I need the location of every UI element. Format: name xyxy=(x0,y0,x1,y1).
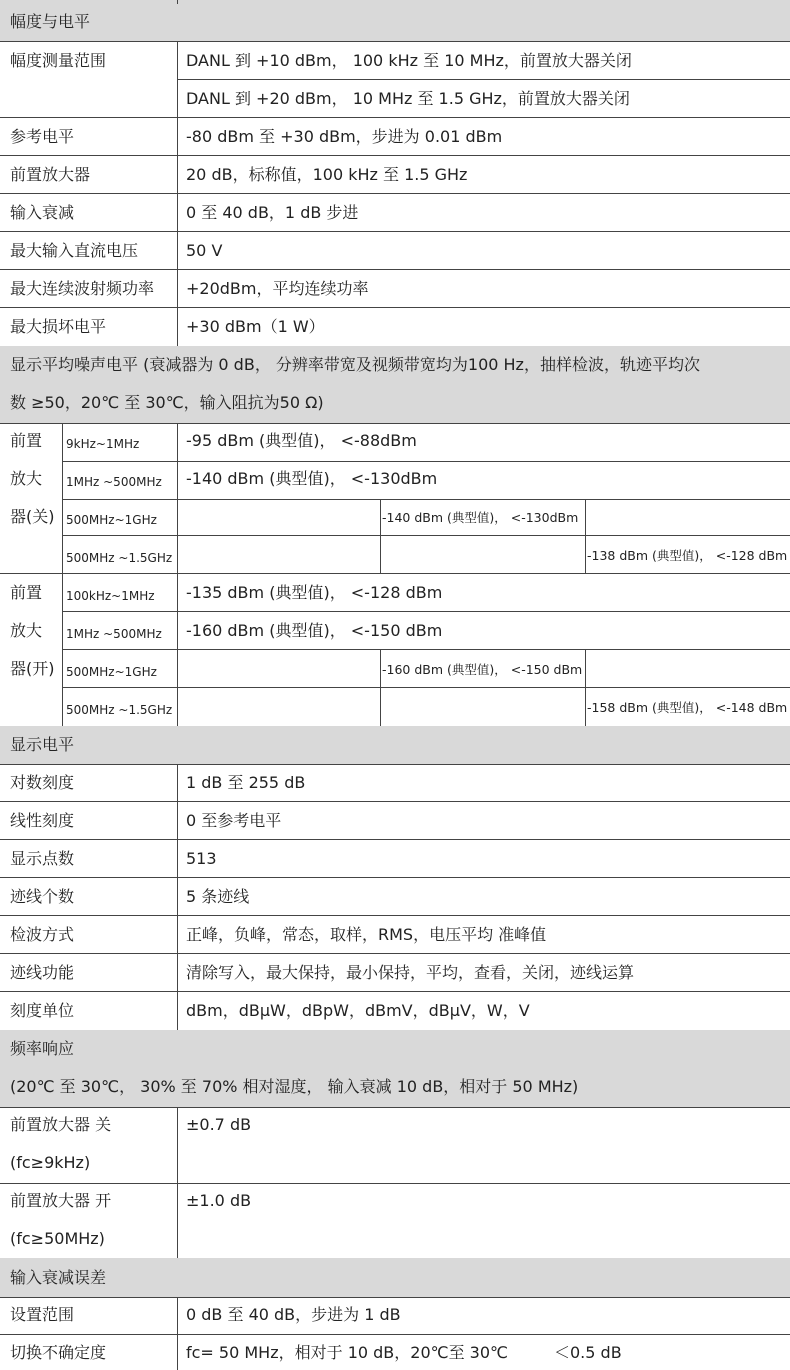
danl-value: -95 dBm (典型值)， <-88dBm xyxy=(186,431,417,450)
danl-value: -160 dBm (典型值)， <-150 dBm xyxy=(382,662,583,677)
row-value: 清除写入，最大保持，最小保持，平均，查看，关闭，迹线运算 xyxy=(186,963,635,982)
divider xyxy=(0,1334,790,1335)
row-value: fc= 50 MHz，相对于 10 dB，20℃至 30℃ xyxy=(186,1343,509,1362)
row-value-ref: -80 dBm 至 +30 dBm，步进为 0.01 dBm xyxy=(186,127,503,146)
row-value: 正峰，负峰，常态，取样，RMS，电压平均 准峰值 xyxy=(186,925,547,944)
row-value: 5 条迹线 xyxy=(186,887,250,906)
row-label: 迹线功能 xyxy=(10,963,75,982)
row-label: 显示点数 xyxy=(10,849,75,868)
row-label-damage: 最大损坏电平 xyxy=(10,317,107,336)
section-header-display xyxy=(0,726,790,765)
divider xyxy=(0,231,790,232)
divider xyxy=(0,269,790,270)
divider xyxy=(0,193,790,194)
row-value-limit: ＜0.5 dB xyxy=(554,1343,622,1362)
row-label: 检波方式 xyxy=(10,925,75,944)
row-label: 前置放大器 开 xyxy=(10,1191,112,1210)
group-label-preamp-on: 前置 xyxy=(10,583,43,602)
row-label: (fc≥50MHz) xyxy=(10,1229,105,1248)
row-value: 1 dB 至 255 dB xyxy=(186,773,306,792)
divider xyxy=(585,499,586,573)
row-label-preamp: 前置放大器 xyxy=(10,165,91,184)
row-value-range-1: DANL 到 +10 dBm， 100 kHz 至 10 MHz，前置放大器关闭 xyxy=(186,51,632,70)
section-title-line2: 数 ≥50，20℃ 至 30℃，输入阻抗为50 Ω) xyxy=(10,393,324,412)
divider xyxy=(0,155,790,156)
danl-value: -140 dBm (典型值)， <-130dBm xyxy=(186,469,438,488)
row-value-cw: +20dBm，平均连续功率 xyxy=(186,279,369,298)
freq-range: 100kHz~1MHz xyxy=(66,589,155,603)
divider xyxy=(0,953,790,954)
row-value: 513 xyxy=(186,849,217,868)
divider xyxy=(177,42,178,346)
freq-range: 500MHz ~1.5GHz xyxy=(66,551,173,565)
section-header-amplitude xyxy=(0,0,790,42)
divider xyxy=(585,649,586,726)
row-value-atten: 0 至 40 dB，1 dB 步进 xyxy=(186,203,359,222)
row-value-damage: +30 dBm（1 W） xyxy=(186,317,325,336)
freq-range: 9kHz~1MHz xyxy=(66,437,140,451)
divider xyxy=(62,611,790,612)
divider xyxy=(177,0,178,4)
divider xyxy=(62,687,790,688)
group-label-preamp-on: 器(开) xyxy=(10,659,55,678)
divider xyxy=(0,573,790,574)
divider xyxy=(62,649,790,650)
row-label-cw: 最大连续波射频功率 xyxy=(10,279,155,298)
row-value: dBm，dBμW，dBpW，dBmV，dBμV，W，V xyxy=(186,1001,530,1020)
divider xyxy=(62,424,63,726)
group-label-preamp-on: 放大 xyxy=(10,621,43,640)
divider xyxy=(0,801,790,802)
freq-range: 500MHz~1GHz xyxy=(66,665,157,679)
section-title: 输入衰减误差 xyxy=(10,1268,107,1287)
section-title: 频率响应 xyxy=(10,1039,75,1058)
row-label: 切换不确定度 xyxy=(10,1343,107,1362)
divider xyxy=(177,79,790,80)
divider xyxy=(177,1298,178,1370)
section-title: 幅度与电平 xyxy=(10,12,91,31)
row-value-dc: 50 V xyxy=(186,241,223,260)
danl-value: -135 dBm (典型值)， <-128 dBm xyxy=(186,583,443,602)
danl-value: -160 dBm (典型值)， <-150 dBm xyxy=(186,621,443,640)
divider xyxy=(380,499,381,573)
row-value-preamp: 20 dB，标称值，100 kHz 至 1.5 GHz xyxy=(186,165,468,184)
divider xyxy=(0,307,790,308)
freq-range: 1MHz ~500MHz xyxy=(66,475,162,489)
section-header-freq-response xyxy=(0,1030,790,1108)
divider xyxy=(177,1108,178,1258)
row-label: 设置范围 xyxy=(10,1305,75,1324)
section-header-danl xyxy=(0,346,790,424)
row-value: ±0.7 dB xyxy=(186,1115,252,1134)
divider xyxy=(177,424,178,726)
row-label: 对数刻度 xyxy=(10,773,75,792)
row-value-range-2: DANL 到 +20 dBm， 10 MHz 至 1.5 GHz，前置放大器关闭 xyxy=(186,89,630,108)
row-value: 0 dB 至 40 dB，步进为 1 dB xyxy=(186,1305,401,1324)
danl-value: -140 dBm (典型值)， <-130dBm xyxy=(382,510,579,525)
row-label: 线性刻度 xyxy=(10,811,75,830)
divider xyxy=(0,915,790,916)
row-label: 迹线个数 xyxy=(10,887,75,906)
danl-value: -138 dBm (典型值)， <-128 dBm xyxy=(587,548,788,563)
divider xyxy=(0,1183,790,1184)
group-label-preamp-off: 前置 xyxy=(10,431,43,450)
freq-range: 500MHz~1GHz xyxy=(66,513,157,527)
row-label-atten: 输入衰减 xyxy=(10,203,75,222)
row-value: ±1.0 dB xyxy=(186,1191,252,1210)
group-label-preamp-off: 器(关) xyxy=(10,507,55,526)
row-label-ref: 参考电平 xyxy=(10,127,75,146)
divider xyxy=(62,499,790,500)
section-title: 显示电平 xyxy=(10,735,75,754)
divider xyxy=(62,535,790,536)
section-header-atten-error xyxy=(0,1258,790,1298)
row-label: 刻度单位 xyxy=(10,1001,75,1020)
divider xyxy=(0,117,790,118)
row-label-dc: 最大输入直流电压 xyxy=(10,241,139,260)
divider xyxy=(380,649,381,726)
row-label-range: 幅度测量范围 xyxy=(10,51,107,70)
divider xyxy=(0,839,790,840)
group-label-preamp-off: 放大 xyxy=(10,469,43,488)
section-title: 显示平均噪声电平 (衰减器为 0 dB， 分辨率带宽及视频带宽均为100 Hz，抽样检波，轨迹平均次 xyxy=(10,355,700,374)
row-label: (fc≥9kHz) xyxy=(10,1153,91,1172)
divider xyxy=(0,991,790,992)
section-note: (20℃ 至 30℃， 30% 至 70% 相对湿度， 输入衰减 10 dB，相对于 50 MHz) xyxy=(10,1077,579,1096)
danl-value: -158 dBm (典型值)， <-148 dBm xyxy=(587,700,788,715)
divider xyxy=(0,877,790,878)
divider xyxy=(177,765,178,1030)
freq-range: 500MHz ~1.5GHz xyxy=(66,703,173,717)
row-value: 0 至参考电平 xyxy=(186,811,282,830)
row-label: 前置放大器 关 xyxy=(10,1115,112,1134)
divider xyxy=(62,461,790,462)
freq-range: 1MHz ~500MHz xyxy=(66,627,162,641)
